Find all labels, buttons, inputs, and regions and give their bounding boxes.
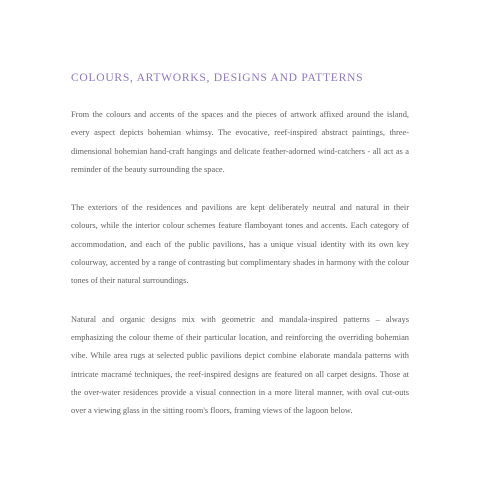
section-heading: COLOURS, ARTWORKS, DESIGNS AND PATTERNS xyxy=(71,71,364,84)
paragraph-colours-artworks: From the colours and accents of the spaces and the pieces of artwork affixed around the island, every aspect depicts bohemian whimsy. The evocative, reef-inspired abstract paintings, three-dimensional bohemian hand-craft hangings and delicate feather-adorned wind-catchers - all act as a reminder of the beauty surrounding the space. xyxy=(71,110,409,174)
paragraph-designs-patterns: Natural and organic designs mix with geometric and mandala-inspired patterns – always emphasizing the colour theme of their particular location, and reinforcing the overriding bohemian vibe. While area rugs at selected public pavilions depict combine elaborate mandala patterns with intricate macramé techniques, the reef-inspired designs are featured on all carpet designs. Those at the over-water residences provide a visual connection in a more literal manner, with oval cut-outs over a viewing glass in the sitting room's floors, framing views of the lagoon below. xyxy=(71,314,409,416)
paragraph-exteriors-interiors: The exteriors of the residences and pavilions are kept deliberately neutral and natural in their colours, while the interior colour schemes feature flamboyant tones and accents. Each category of accommodation, and each of the public pavilions, has a unique visual identity with its own key colourway, accented by a range of contrasting but complimentary shades in harmony with the colour tones of their natural surroundings. xyxy=(71,203,409,286)
